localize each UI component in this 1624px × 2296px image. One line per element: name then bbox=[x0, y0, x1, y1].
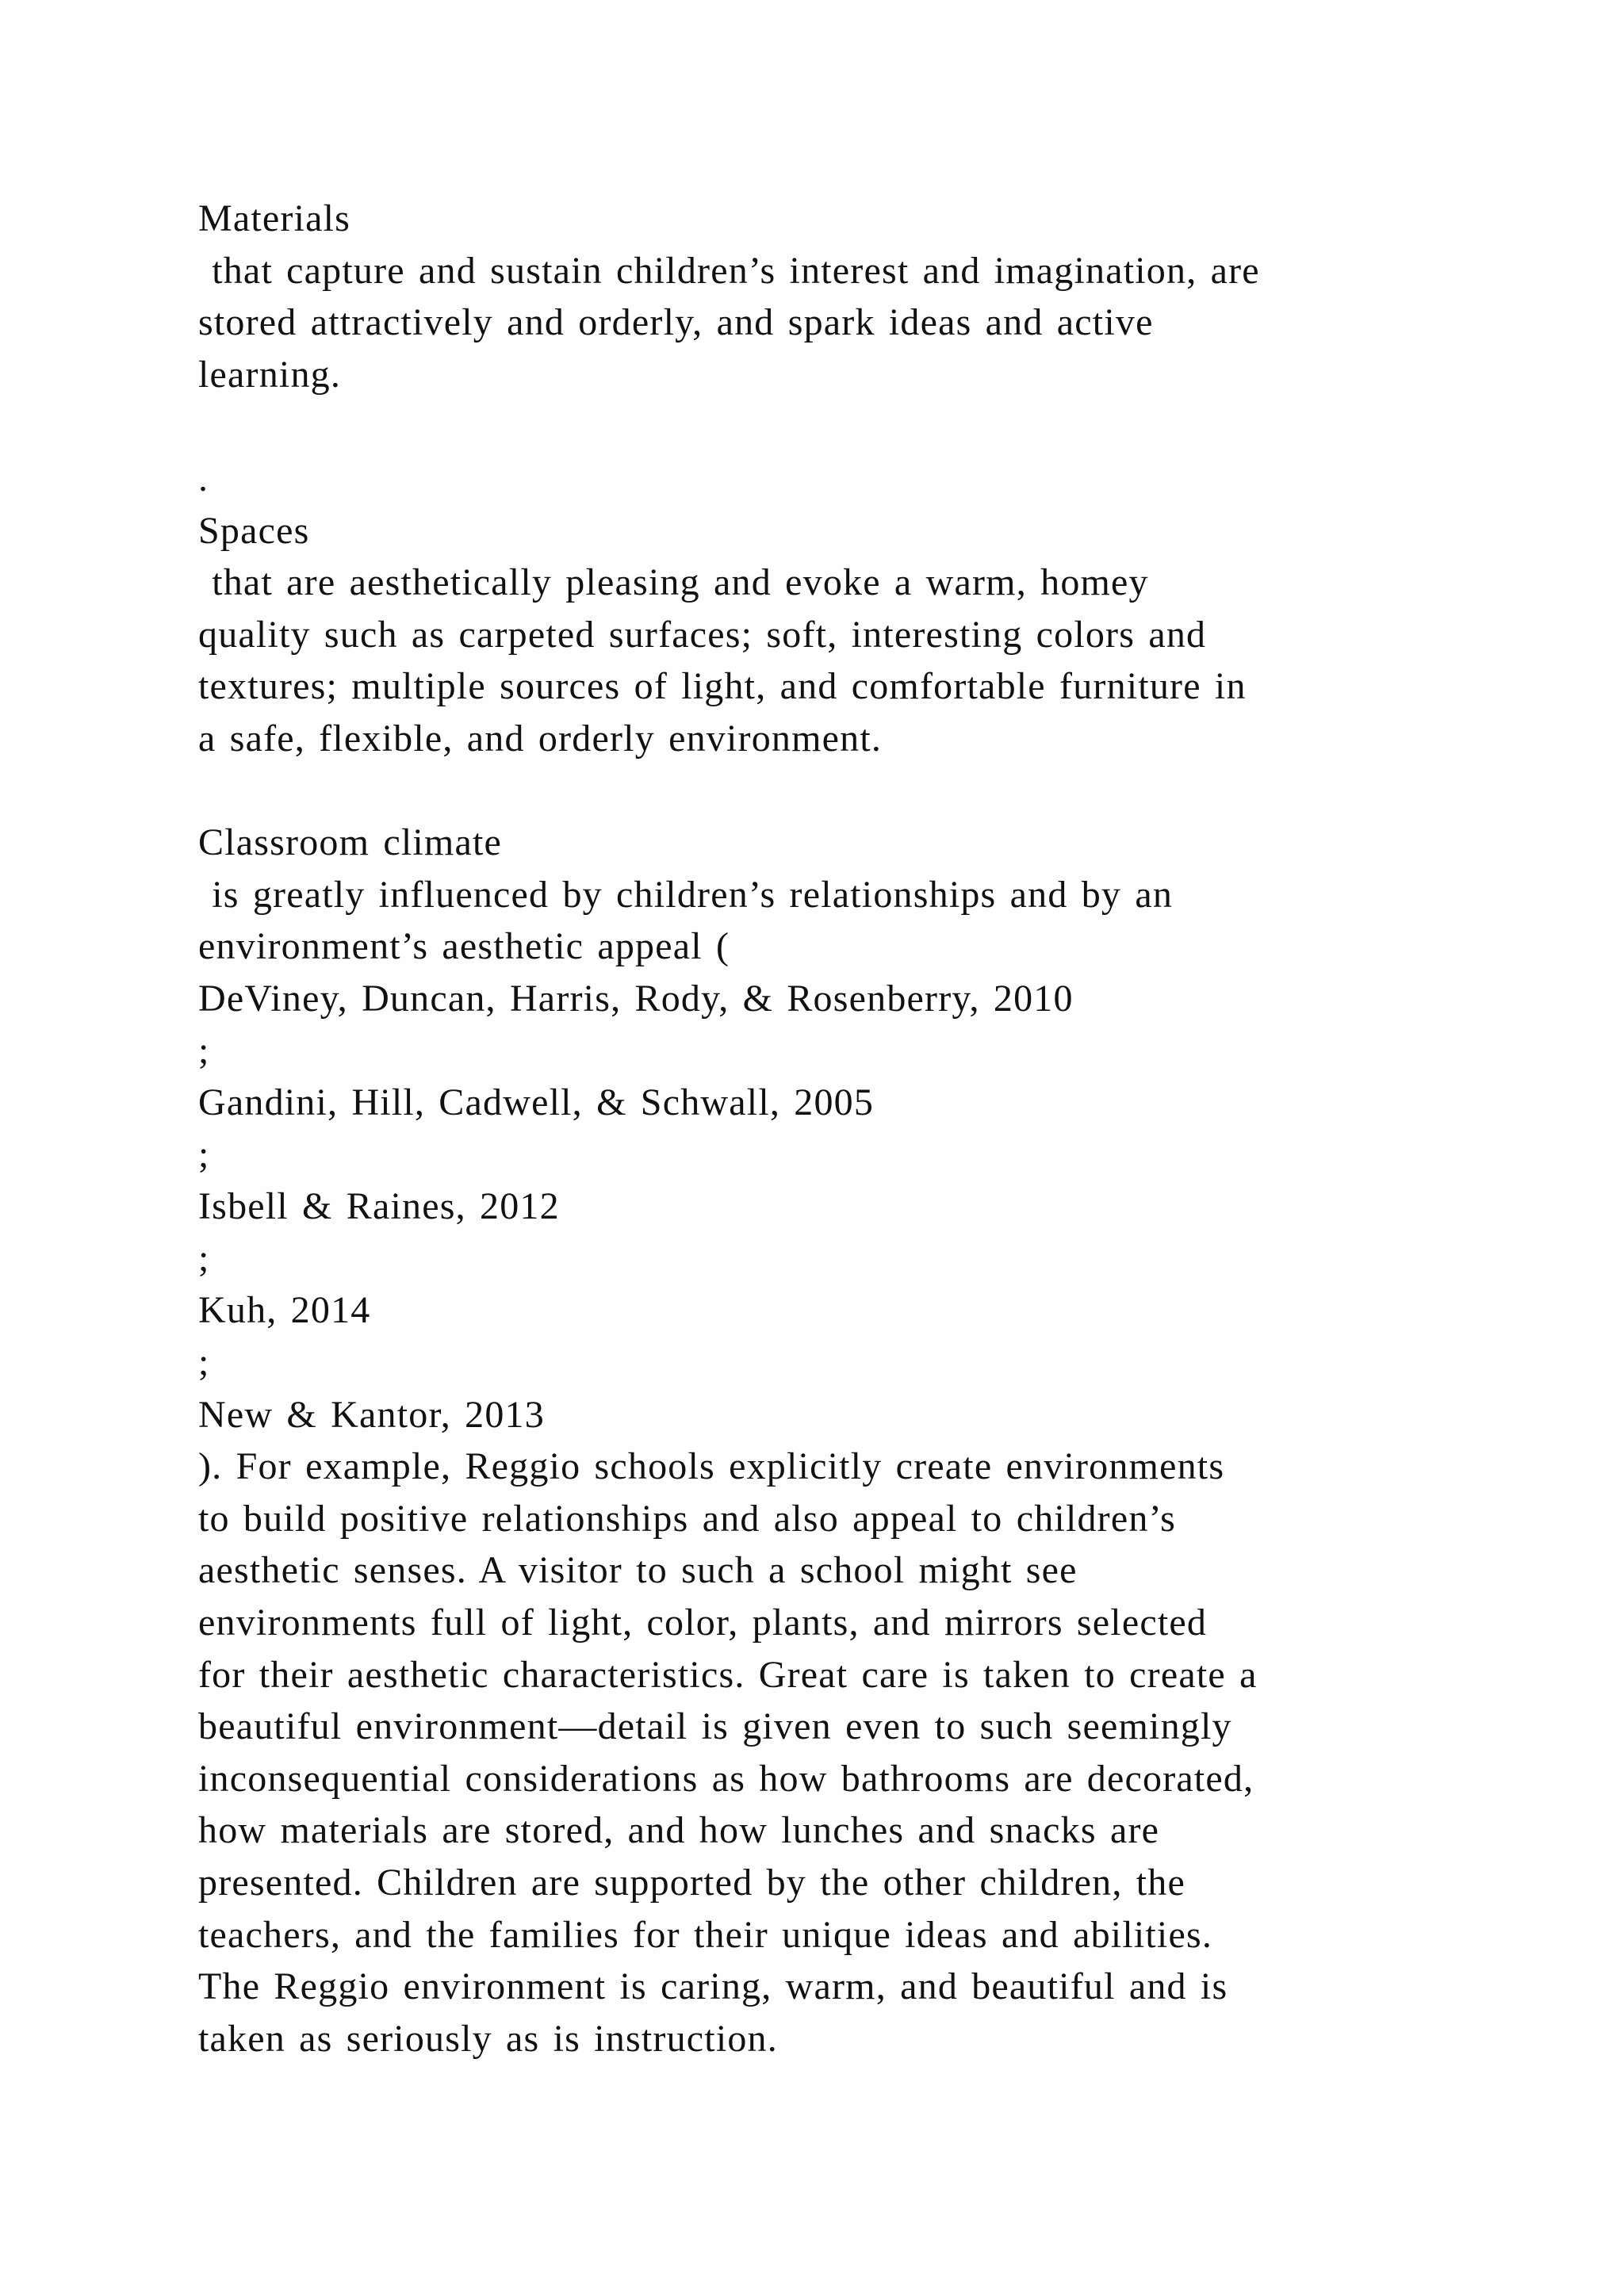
text-line: taken as seriously as is instruction. bbox=[198, 2017, 778, 2060]
text-line: Spaces bbox=[198, 509, 310, 552]
text-line bbox=[198, 400, 1507, 453]
text-line: environments full of light, color, plants, and mirrors selected bbox=[198, 1601, 1208, 1644]
text-line: Kuh, 2014 bbox=[198, 1289, 371, 1332]
text-line: textures; multiple sources of light, and comfortable furniture in bbox=[198, 665, 1247, 708]
text-line: DeViney, Duncan, Harris, Rody, & Rosenberry, 2010 bbox=[198, 977, 1074, 1020]
text-line: how materials are stored, and how lunches and snacks are bbox=[198, 1809, 1160, 1852]
text-line: stored attractively and orderly, and spark ideas and active bbox=[198, 301, 1154, 344]
text-line: for their aesthetic characteristics. Great care is taken to create a bbox=[198, 1653, 1258, 1696]
text-line: that are aesthetically pleasing and evoke a warm, homey bbox=[198, 561, 1149, 604]
text-line: beautiful environment—detail is given even to such seemingly bbox=[198, 1705, 1232, 1748]
text-line: ). For example, Reggio schools explicitly create environments bbox=[198, 1445, 1225, 1488]
text-line: Isbell & Raines, 2012 bbox=[198, 1185, 560, 1228]
text-line: ; bbox=[198, 1029, 210, 1072]
text-line: presented. Children are supported by the other children, the bbox=[198, 1862, 1185, 1904]
text-line: . bbox=[198, 457, 209, 499]
text-line: teachers, and the families for their unique ideas and abilities. bbox=[198, 1913, 1213, 1956]
text-line: New & Kantor, 2013 bbox=[198, 1393, 545, 1436]
text-line bbox=[198, 765, 1507, 817]
text-line: Gandini, Hill, Cadwell, & Schwall, 2005 bbox=[198, 1081, 875, 1124]
text-line: ; bbox=[198, 1133, 210, 1176]
text-line: inconsequential considerations as how bathrooms are decorated, bbox=[198, 1757, 1254, 1800]
text-line: ; bbox=[198, 1341, 210, 1384]
text-line: that capture and sustain children’s interest and imagination, are bbox=[198, 249, 1260, 292]
text-line: a safe, flexible, and orderly environment. bbox=[198, 717, 883, 760]
body-text bbox=[198, 193, 1507, 2064]
text-line: Classroom climate bbox=[198, 821, 502, 864]
text-line: quality such as carpeted surfaces; soft, interesting colors and bbox=[198, 613, 1207, 656]
text-line: Materials bbox=[198, 197, 351, 239]
text-line: is greatly influenced by children’s relationships and by an bbox=[198, 873, 1174, 916]
text-line: aesthetic senses. A visitor to such a school might see bbox=[198, 1549, 1078, 1592]
text-line: environment’s aesthetic appeal ( bbox=[198, 925, 730, 968]
text-line: ; bbox=[198, 1237, 210, 1280]
text-line: to build positive relationships and also appeal to children’s bbox=[198, 1497, 1176, 1540]
text-line: The Reggio environment is caring, warm, and beautiful and is bbox=[198, 1965, 1228, 2008]
text-line: learning. bbox=[198, 353, 342, 396]
